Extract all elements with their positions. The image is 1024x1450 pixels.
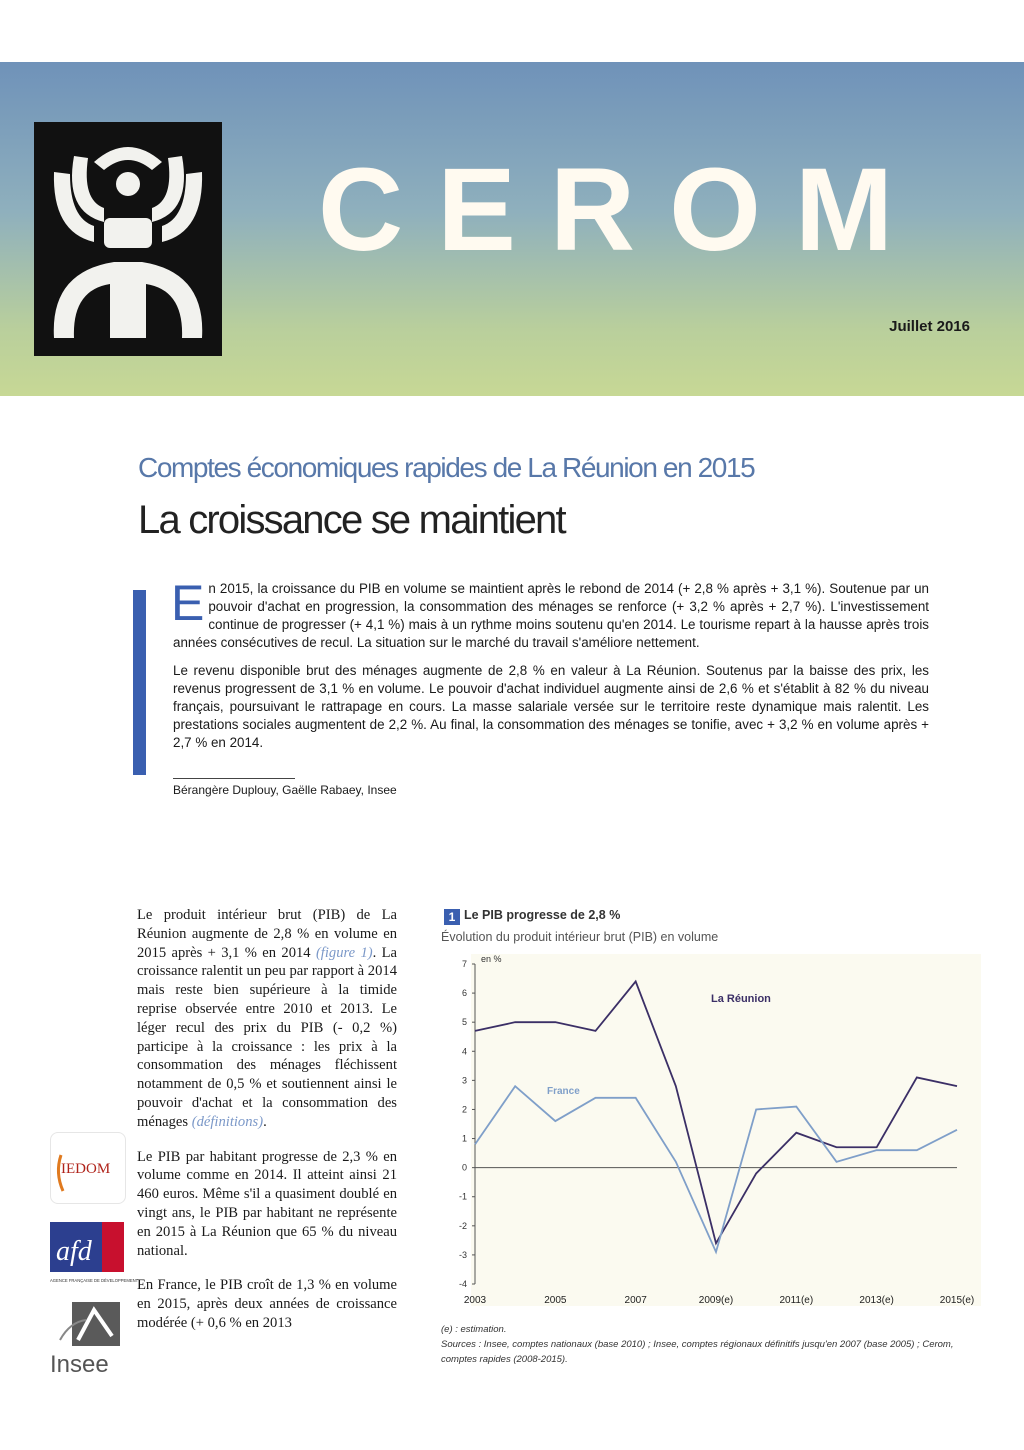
figure-number: 1 (444, 909, 460, 925)
x-tick-label: 2013(e) (859, 1295, 894, 1306)
abstract-paragraph-2: Le revenu disponible brut des ménages augmente de 2,8 % en valeur à La Réunion. Soutenus par la baisse des prix, les revenus progressent de 3,1 % en volume. Le pouvoir d'achat individuel augmente ainsi de 2,6 % et s'établit à 82 % du niveau français, poursuivant le rattrapage en cours. La masse salariale versée sur le territoire reste dynamique mais ralentit. Les prestations sociales augmentent de 2,2 %. Au final, la consommation des ménages se tonifie, avec + 3,2 % en volume après + 2,7 % en 2014. (173, 663, 929, 750)
abstract-text-1: n 2015, la croissance du PIB en volume se maintient après le rebond de 2014 (+ 2,8 % après + 3,1 %). Soutenue par un pouvoir d'achat en progression, la consommation des ménages se renforce (+ 3,2 % après + 2,7 %). L'investissement continue de progresser (+ 4,1 %) mais à un rythme moins soutenu qu'en 2014. Le tourisme repart à la hausse après trois années consécutives de recul. La situation sur le marché du travail s'améliore nettement. (173, 581, 929, 650)
publication-date: Juillet 2016 (889, 318, 970, 335)
plot-area (471, 954, 981, 1306)
y-tick-label: 5 (461, 1017, 467, 1028)
afd-logo (50, 1222, 139, 1288)
series-label-la-reunion: La Réunion (711, 993, 771, 1005)
article-title: La croissance se maintient (138, 498, 565, 542)
body-paragraph-2: Le PIB par habitant progresse de 2,3 % en volume comme en 2014. Il atteint ainsi 21 460 euros. Même s'il a quasiment doublé en vingt ans, le PIB par habitant ne représente en 2015 à La Réunion que 65 % du niveau national. (137, 1148, 397, 1259)
figure-note-estimation: (e) : estimation. (441, 1324, 507, 1335)
y-tick-label: 6 (461, 988, 467, 999)
x-tick-label: 2015(e) (939, 1295, 975, 1306)
x-tick-label: 2003 (463, 1295, 487, 1306)
y-tick-label: 1 (461, 1133, 467, 1144)
iedom-logo-text: IEDOM (61, 1161, 111, 1177)
body-text-segment: Le produit intérieur brut (PIB) de La Réunion augmente de 2,8 % en volume en 2015 après + 3,1 % en 2014 (137, 907, 397, 961)
y-tick-label: -1 (458, 1191, 467, 1202)
y-tick-label: -4 (458, 1279, 467, 1289)
abstract-paragraph-1 (171, 575, 929, 652)
y-tick-label: 2 (461, 1104, 467, 1115)
drop-cap: E (171, 575, 205, 631)
x-tick-label: 2009(e) (698, 1295, 734, 1306)
figure-link[interactable]: (figure 1) (315, 944, 373, 961)
x-tick-label: 2005 (544, 1295, 567, 1306)
afd-logo-subtext: AGENCE FRANÇAISE DE DÉVELOPPEMENT (50, 1278, 139, 1283)
insee-logo-text: Insee (50, 1351, 109, 1378)
series-label-france: France (547, 1086, 580, 1097)
y-tick-label: -3 (458, 1249, 467, 1260)
x-tick-label: 2007 (624, 1295, 647, 1306)
article-subtitle: Comptes économiques rapides de La Réunion en 2015 (138, 452, 755, 483)
body-paragraph-1 (137, 906, 397, 1132)
y-tick-label: 7 (461, 959, 467, 969)
afd-logo-text: afd (56, 1236, 92, 1267)
gdp-line-chart (441, 950, 983, 1320)
insee-logo (50, 1300, 124, 1380)
author-divider (173, 778, 295, 779)
x-tick-label: 2011(e) (779, 1295, 814, 1306)
body-column (137, 906, 397, 1349)
y-tick-label: -2 (458, 1220, 467, 1231)
cerom-logo (34, 122, 222, 356)
iedom-logo (50, 1132, 126, 1204)
authors: Bérangère Duplouy, Gaëlle Rabaey, Insee (173, 783, 397, 797)
abstract-accent-bar (133, 590, 146, 775)
figure-title: Le PIB progresse de 2,8 % (464, 908, 621, 922)
y-tick-label: 3 (461, 1075, 467, 1086)
body-text-segment: . La croissance ralentit un peu par rapport à 2014 mais reste bien supérieure à la timide reprise observée entre 2010 et 2013. Le léger recul des prix du PIB (- 0,2 %) participe à la croissance : les prix à la consommation des ménages fléchissent notamment de 0,5 % et soutiennent ainsi le pouvoir d'achat et la consommation des ménages (137, 944, 398, 1130)
y-tick-label: 4 (461, 1046, 467, 1057)
definitions-link[interactable]: (définitions) (191, 1113, 264, 1130)
figure-notes (441, 1322, 981, 1367)
y-axis-label: en % (481, 954, 502, 964)
figure-note-sources: Sources : Insee, comptes nationaux (base 2010) ; Insee, comptes régionaux définitifs jusqu'en 2007 (base 2005) ; Cerom, comptes rapides (2008-2015). (441, 1339, 954, 1365)
body-paragraph-3: En France, le PIB croît de 1,3 % en volume en 2015, après deux années de croissance modérée (+ 0,6 % en 2013 (137, 1277, 397, 1331)
body-text-segment: . (263, 1113, 267, 1130)
abstract (171, 575, 929, 762)
cerom-logo-icon (34, 122, 222, 356)
brand-name: CEROM (318, 144, 928, 276)
y-tick-label: 0 (461, 1162, 467, 1173)
chart-svg (441, 950, 983, 1320)
figure-subtitle: Évolution du produit intérieur brut (PIB) en volume (441, 930, 719, 944)
